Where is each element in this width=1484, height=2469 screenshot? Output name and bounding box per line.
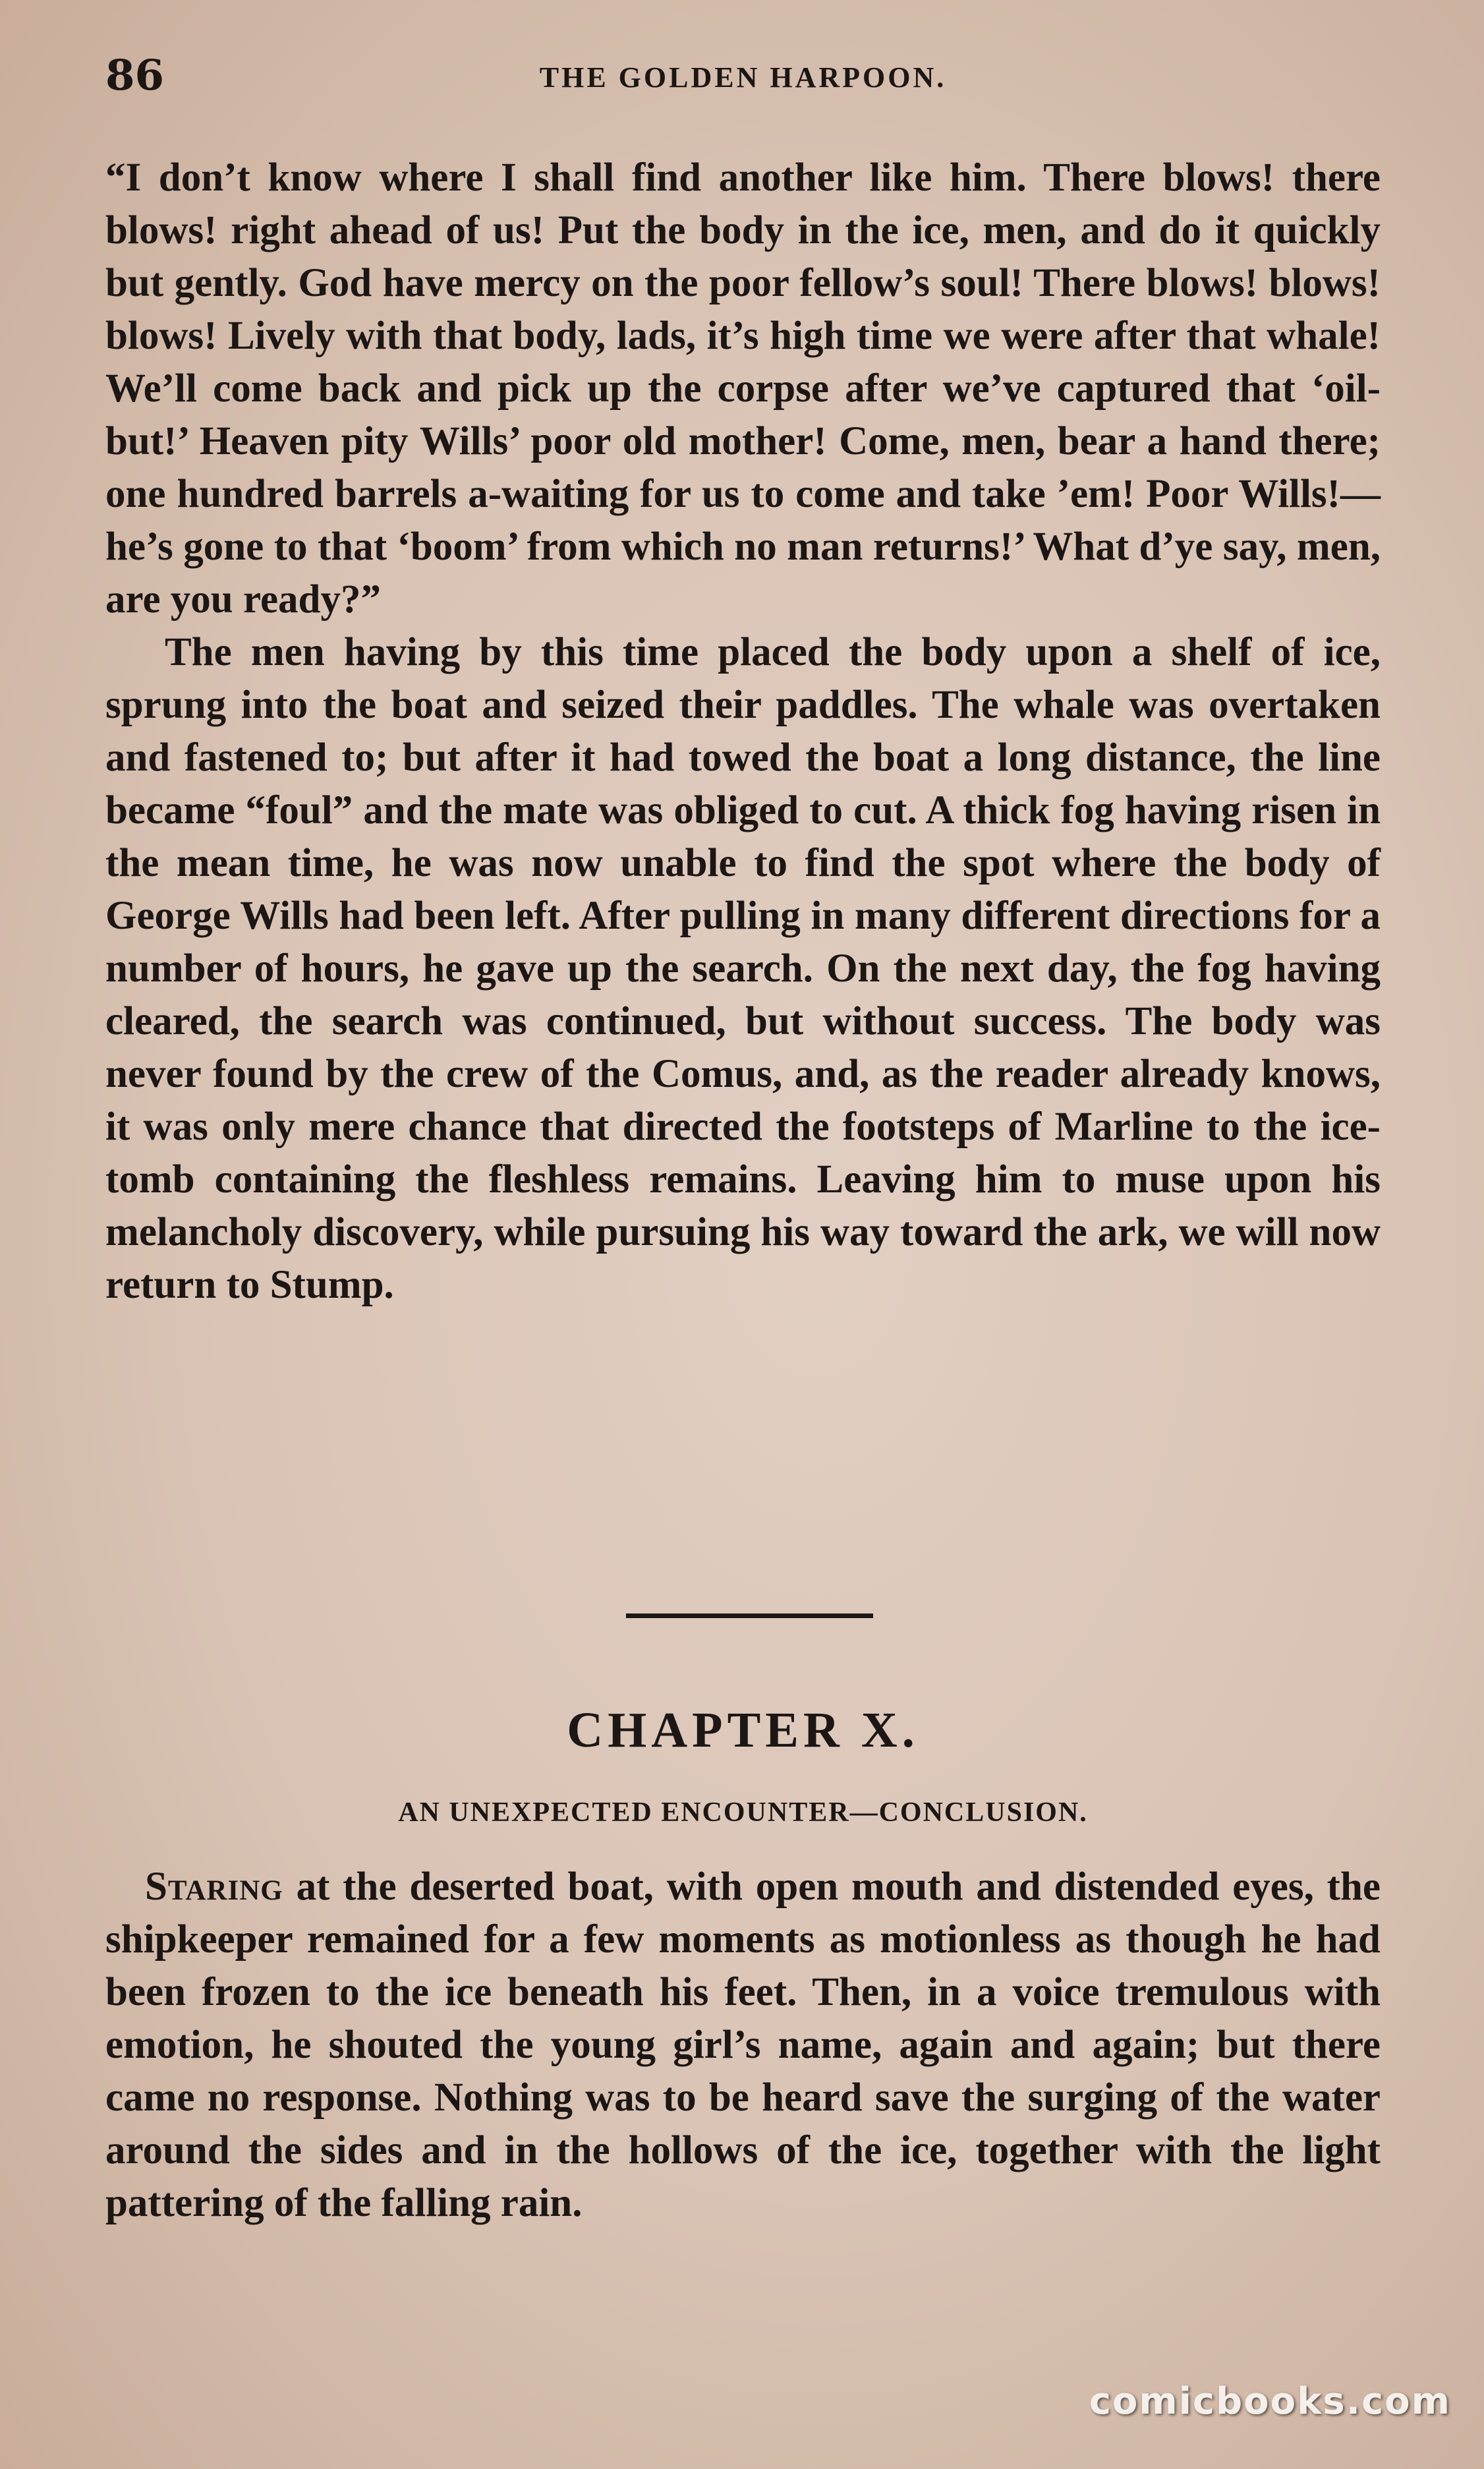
body-text	[105, 152, 1381, 1312]
page-number: 86	[105, 51, 165, 100]
chapter-paragraph-text: at the deserted boat, with open mouth and distended eyes, the shipkeeper remained for a few moments as motionless as though he had been frozen to the ice beneath his feet. Then, in a voice tremulous with emotion, he shouted the young girl’s name, again and again; but there came no response. Nothing was to be heard save the surging of the water around the sides and in the hollows of the ice, together with the light pattering of the falling rain.	[105, 1865, 1381, 2225]
paragraph-quote: “I don’t know where I shall find another like him. There blows! there blows! right ahead of us! Put the body in the ice, men, and do it quickly but gently. God have mercy on the poor fellow’s soul! There blows! blows! blows! Lively with that body, lads, it’s high time we were after that whale! We’ll come back and pick up the corpse after we’ve captured that ‘oil-but!’ Heaven pity Wills’ poor old mother! Come, men, bear a hand there; one hundred barrels a-waiting for us to come and take ’em! Poor Wills!—he’s gone to that ‘boom’ from which no man returns!’ What d’ye say, men, are you ready?”	[105, 156, 1381, 622]
chapter-opening-paragraph	[105, 1861, 1381, 2230]
watermark: comicbooks.com	[1089, 2380, 1451, 2423]
running-title: THE GOLDEN HARPOON.	[539, 61, 947, 94]
section-divider	[626, 1613, 873, 1618]
paragraph-narrative: The men having by this time placed the body upon a shelf of ice, sprung into the boat and seized their paddles. The whale was overtaken and fastened to; but after it had towed the boat a long distance, the line became “foul” and the mate was obliged to cut. A thick fog having risen in the mean time, he was now unable to find the spot where the body of George Wills had been left. After pulling in many different directions for a number of hours, he gave up the search. On the next day, the fog having cleared, the search was continued, but without success. The body was never found by the crew of the Comus, and, as the reader already knows, it was only mere chance that directed the footsteps of Marline to the ice-tomb containing the fleshless remains. Leaving him to muse upon his melancholy discovery, while pursuing his way toward the ark, we will now return to Stump.	[105, 630, 1381, 1307]
chapter-lead-word: Staring	[145, 1865, 283, 1909]
chapter-subtitle: AN UNEXPECTED ENCOUNTER—CONCLUSION.	[398, 1797, 1088, 1828]
running-head	[105, 49, 1381, 102]
chapter-heading: CHAPTER X.	[567, 1702, 919, 1758]
